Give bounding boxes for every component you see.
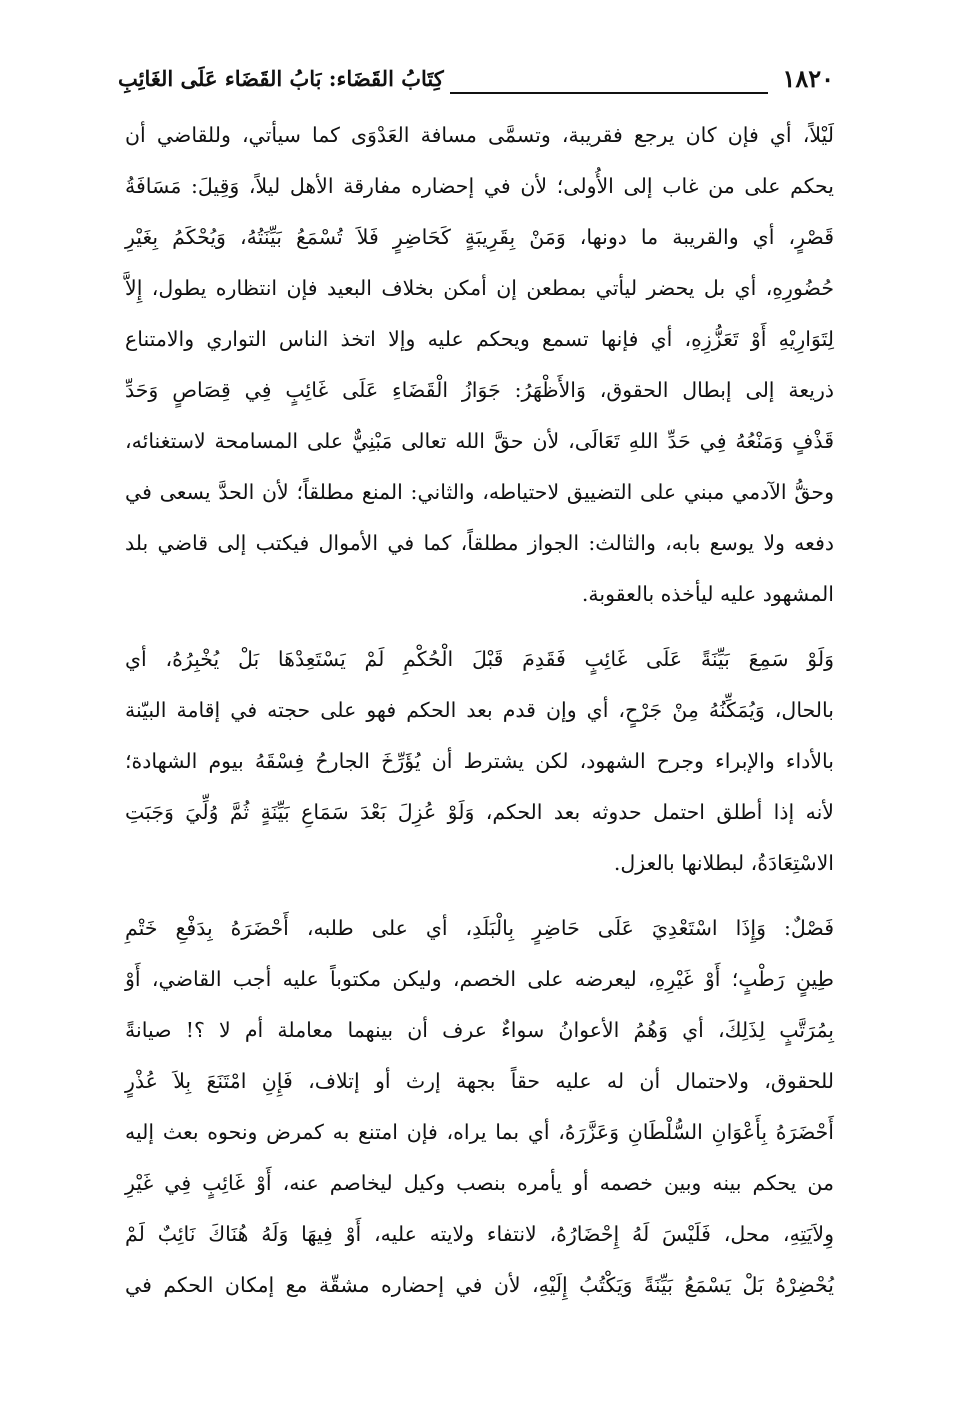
text-line: لَيْلاً، أي فإن كان يرجع فقريبة، وتسمَّى مسافة العَدْوَى كما سيأتي، وللقاضي أن — [125, 123, 834, 147]
text-line: فَصْلٌ: وَإِذَا اسْتَعْدِيَ عَلَى حَاضِرٍ بِالْبَلَدِ، أي على طلبه، أَحْضَرَهُ بِدَفْعِ خَتْمِ — [125, 916, 834, 940]
text-line: الاسْتِعَادَةُ، لبطلانها بالعزل. — [613, 851, 834, 875]
text-line: المشهود عليه ليأخذه بالعقوبة. — [581, 582, 834, 606]
text-line: ذريعة إلى إبطال الحقوق، وَالأَظْهَرُ: جَوَازُ الْقَضَاءِ عَلَى غَائِبٍ فِي قِصَاصٍ وَحَدِّ — [125, 378, 834, 402]
text-line: من يحكم بينه وبين خصمه أو يأمره بنصب وكيل ليخاصم عنه، أَوْ غَائِبٍ فِي غَيْرِ — [125, 1171, 834, 1195]
text-line: قَصْرٍ، أي والقريبة ما دونها، وَمَنْ بِقَرِيبَةٍ كَحَاضِرٍ فَلاَ تُسْمَعُ بَيِّنَتُهُ، وَيُحْكَمُ بِغَيْرِ — [125, 225, 834, 249]
text-line: للحقوق، ولاحتمال أن له عليه حقاً بجهة إرث أو إتلاف، فَإِنِ امْتَنَعَ بِلاَ عُذْرٍ — [125, 1069, 834, 1093]
text-line: بالحال، وَيُمَكِّنُهُ مِنْ جَرْحٍ، أي وإن قدم بعد الحكم فهو على حجته في إقامة البيّنة — [125, 698, 834, 722]
text-line: أَحْضَرَهُ بِأَعْوَانِ السُّلْطَانِ وَعَزَّرَهُ، أي بما يراه، فإن امتنع به كمرض ونحوه بعث إليه — [125, 1120, 834, 1144]
paragraph-2 — [125, 634, 834, 889]
text-line: وِلاَيَتِهِ، محل، فَلَيْسَ لَهُ إِحْضَارُهُ، لانتفاء ولايته عليه، أَوْ فِيهَا وَلَهُ هُنَاكَ نَائِبٌ لَمْ — [125, 1222, 834, 1246]
paragraph-1 — [125, 110, 834, 620]
chapter-title: كِتَابُ القَضَاء: بَابُ القَضَاء عَلَى الغَائِبِ — [118, 66, 444, 91]
text-line: بِمُرَتَّبٍ لِذَلِكَ، أي وَهُمُ الأعوانُ سواءٌ عرف أن بينهما معاملة أم لا ؟! صيانةً — [125, 1018, 834, 1042]
text-line: يحكم على من غاب إلى الأُولى؛ لأن في إحضاره مفارقة الأهل ليلاً، وَقِيلَ: مَسَافَةُ — [125, 174, 834, 198]
paragraph-3 — [125, 903, 834, 1311]
text-line: يُحْضِرْهُ بَلْ يَسْمَعُ بَيِّنَةً وَيَكْتُبُ إِلَيْهِ، لأن في إحضاره مشقّة مع إمكان الحكم في — [125, 1273, 834, 1297]
text-line: دفعه ولا يوسع بابه، والثالث: الجواز مطلقاً، كما في الأموال فيكتب إلى قاضي بلد — [125, 531, 834, 555]
page-body — [125, 110, 834, 1311]
text-line: لأنه إذا أطلق احتمل حدوثه بعد الحكم، وَلَوْ عُزِلَ بَعْدَ سَمَاعِ بَيِّنَةٍ ثُمَّ وُلِّيَ وَجَبَتِ — [125, 800, 834, 824]
text-line: وحقُّ الآدمي مبني على التضييق لاحتياطه، والثاني: المنع مطلقاً؛ لأن الحدَّ يسعى في — [125, 480, 834, 504]
header-rule — [450, 70, 769, 94]
text-line: طِينٍ رَطْبٍ؛ أَوْ غَيْرِهِ، ليعرضه على الخصم، وليكن مكتوباً عليه أجب القاضي، أَوْ — [125, 967, 834, 991]
text-line: حُضُورِهِ، أي بل يحضر ليأتي بمطعن إن أمكن بخلاف البعيد فإن انتظاره يطول، إِلاَّ — [125, 276, 834, 300]
text-line: وَلَوْ سَمِعَ بَيِّنَةً عَلَى غَائِبٍ فَقَدِمَ قَبْلَ الْحُكْمِ لَمْ يَسْتَعِدْهَا بَلْ يُخْبِرُهُ، أي — [125, 647, 834, 671]
page-number: ١٨٢٠ — [782, 64, 834, 93]
text-line: بالأداء والإبراء وجرح الشهود، لكن يشترط أن يُؤَرِّخَ الجارحُ فِسْقَهُ بيوم الشهادة؛ — [125, 749, 834, 773]
running-header — [118, 58, 834, 94]
text-line: لِتَوَارِيْهِ أَوْ تَعَزُّزِهِ، أي فإنها تسمع ويحكم عليه وإلا اتخذ الناس التواري والامتناع — [125, 327, 834, 351]
text-line: قَذْفٍ وَمَنْعُهُ فِي حَدِّ اللهِ تَعَالَى، لأن حقَّ الله تعالى مَبْنِيٌّ على المسامحة لاستغنائه، — [125, 429, 834, 453]
